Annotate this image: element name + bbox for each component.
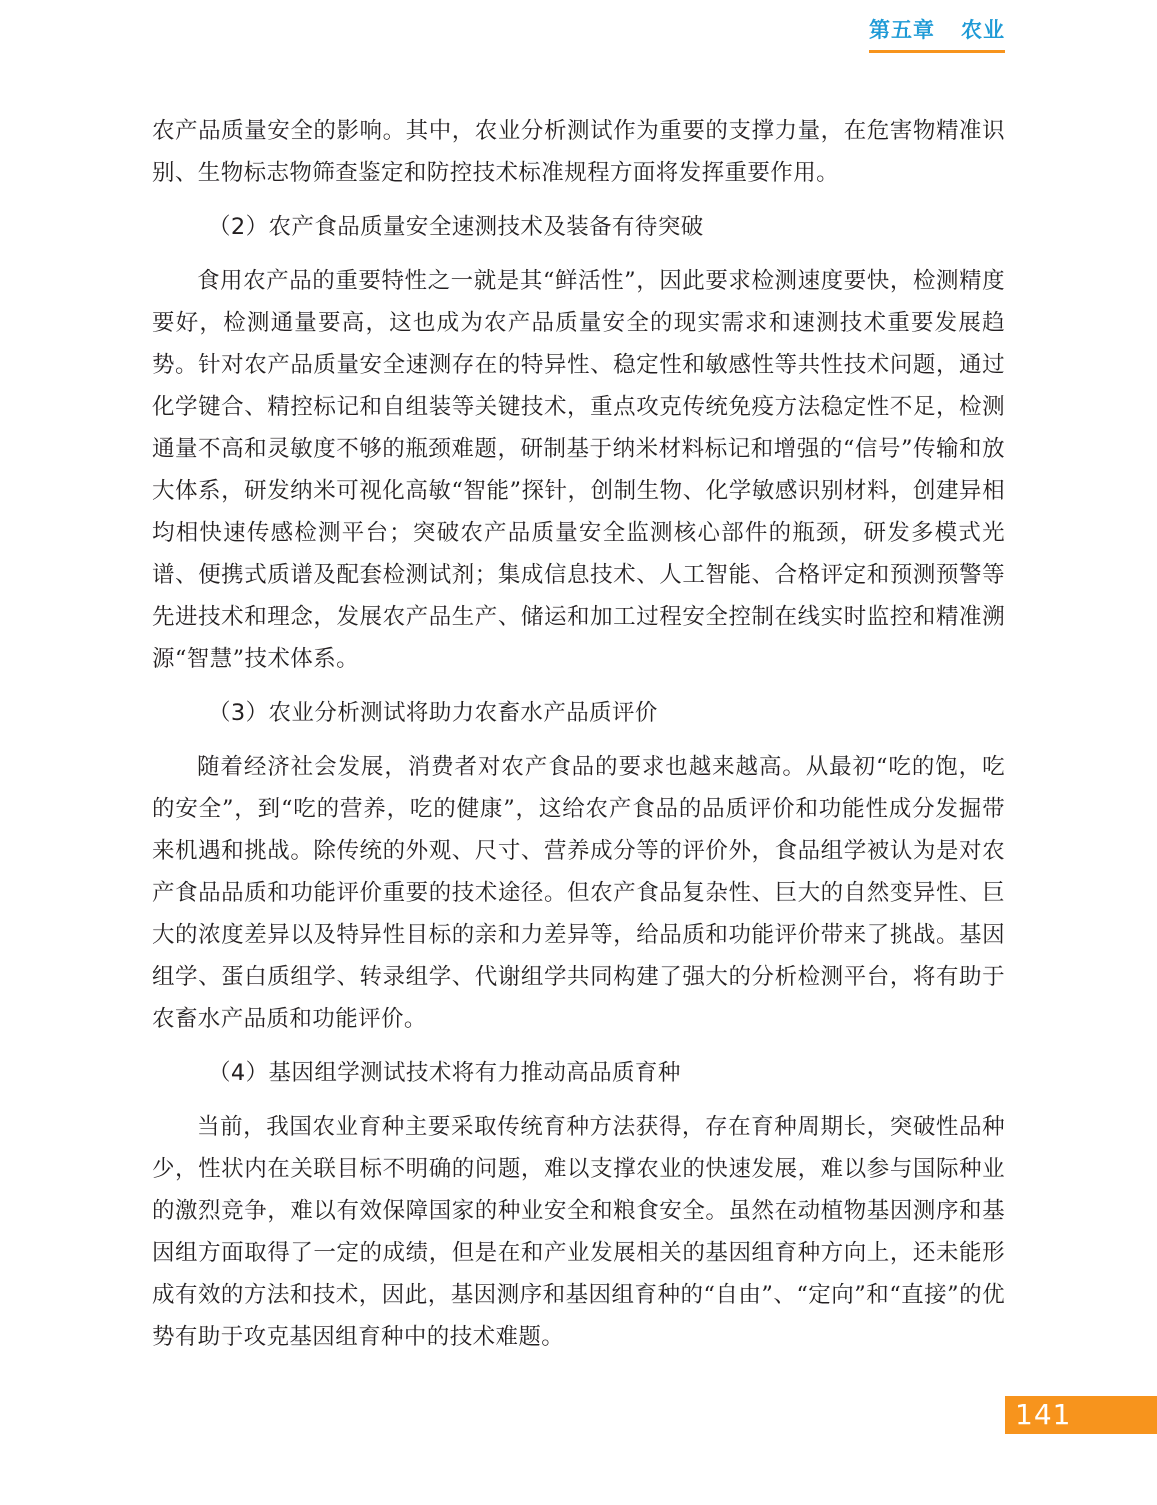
page-body: [152, 110, 1005, 1358]
page-number-badge: [1005, 1396, 1157, 1434]
chapter-title: 农业: [961, 18, 1005, 42]
paragraph-section-3: 随着经济社会发展，消费者对农产食品的要求也越来越高。从最初“吃的饱，吃的安全”，到“吃的营养，吃的健康”，这给农产食品的品质评价和功能性成分发掘带来机遇和挑战。除传统的外观、尺寸、营养成分等的评价外，食品组学被认为是对农产食品品质和功能评价重要的技术途径。但农产食品复杂性、巨大的自然变异性、巨大的浓度差异以及特异性目标的亲和力差异等，给品质和功能评价带来了挑战。基因组学、蛋白质组学、转录组学、代谢组学共同构建了强大的分析检测平台，将有助于农畜水产品质和功能评价。: [152, 754, 1005, 1032]
chapter-number: 第五章: [869, 18, 935, 42]
page-number: 141: [1015, 1398, 1072, 1431]
paragraph-section-2: 食用农产品的重要特性之一就是其“鲜活性”，因此要求检测速度要快，检测精度要好，检测通量要高，这也成为农产品质量安全的现实需求和速测技术重要发展趋势。针对农产品质量安全速测存在的特异性、稳定性和敏感性等共性技术问题，通过化学键合、精控标记和自组装等关键技术，重点攻克传统免疫方法稳定性不足，检测通量不高和灵敏度不够的瓶颈难题，研制基于纳米材料标记和增强的“信号”传输和放大体系，研发纳米可视化高敏“智能”探针，创制生物、化学敏感识别材料，创建异相均相快速传感检测平台；突破农产品质量安全监测核心部件的瓶颈，研发多模式光谱、便携式质谱及配套检测试剂；集成信息技术、人工智能、合格评定和预测预警等先进技术和理念，发展农产品生产、储运和加工过程安全控制在线实时监控和精准溯源“智慧”技术体系。: [152, 268, 1005, 672]
section-heading-3: （3）农业分析测试将助力农畜水产品质评价: [208, 700, 658, 726]
section-heading-4: （4）基因组学测试技术将有力推动高品质育种: [208, 1060, 681, 1086]
paragraph-intro: 农产品质量安全的影响。其中，农业分析测试作为重要的支撑力量，在危害物精准识别、生物标志物筛查鉴定和防控技术标准规程方面将发挥重要作用。: [152, 118, 1005, 186]
paragraph-section-4: 当前，我国农业育种主要采取传统育种方法获得，存在育种周期长，突破性品种少，性状内在关联目标不明确的问题，难以支撑农业的快速发展，难以参与国际种业的激烈竞争，难以有效保障国家的种业安全和粮食安全。虽然在动植物基因测序和基因组方面取得了一定的成绩，但是在和产业发展相关的基因组育种方向上，还未能形成有效的方法和技术，因此，基因测序和基因组育种的“自由”、“定向”和“直接”的优势有助于攻克基因组育种中的技术难题。: [152, 1114, 1005, 1350]
chapter-header: [869, 14, 1005, 53]
section-heading-2: （2）农产食品质量安全速测技术及装备有待突破: [208, 214, 704, 240]
